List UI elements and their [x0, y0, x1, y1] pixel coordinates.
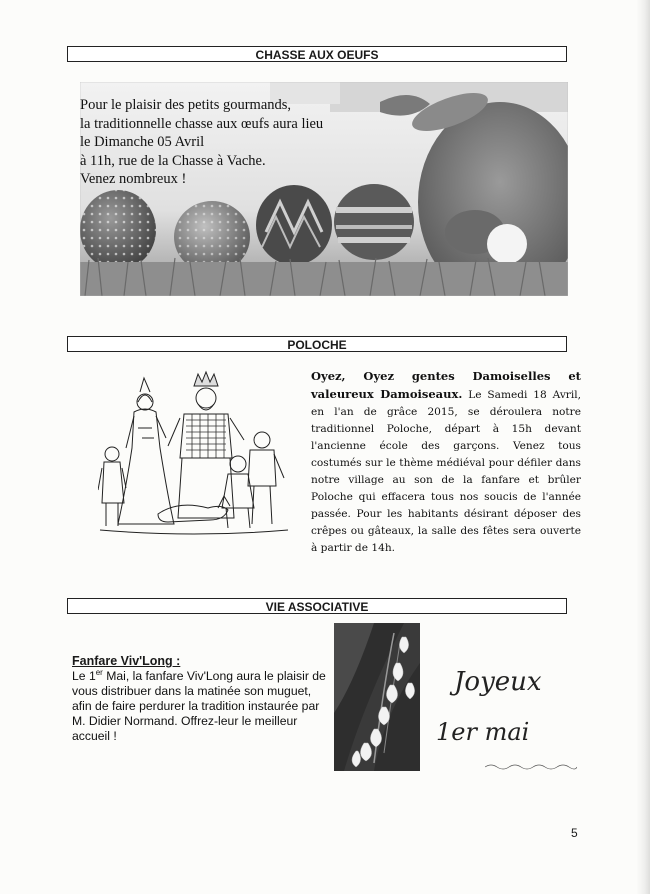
easter-line: à 11h, rue de la Chasse à Vache. — [80, 152, 266, 169]
section-header-poloche: POLOCHE — [67, 336, 567, 352]
fanfare-text-superscript: er — [95, 667, 103, 677]
fanfare-title: Fanfare Viv'Long : — [72, 654, 181, 668]
easter-line: Pour le plaisir des petits gourmands, — [80, 97, 292, 113]
easter-line: le Dimanche 05 Avril — [80, 134, 205, 150]
poloche-body: Le Samedi 18 Avril, en l'an de grâce 2015, se déroulera notre traditionnel Poloche, départ à 15h devant l'ancienne école des garçons. Venez tous costumés sur le thème médiéval pour défiler dans notre village au son de la fanfare et brûler Poloche qui effacera tous nos soucis de l'année passée. Pour les habitants désirant déposer des crêpes ou gâteaux, la salle des fêtes sera ouverte à partir de 14h. — [311, 389, 582, 554]
easter-line: la traditionnelle chasse aux œufs aura lieu — [80, 115, 324, 132]
medieval-family-drawing — [98, 368, 290, 536]
page-number: 5 — [571, 826, 578, 840]
script-1er-mai: 1er mai — [436, 718, 530, 746]
poloche-lead: Oyez, Oyez gentes Damoiselles et valeureux Damoiseaux. — [311, 369, 581, 401]
easter-line: Venez nombreux ! — [80, 171, 187, 187]
fanfare-text-start: Le 1 — [72, 669, 96, 683]
lily-of-the-valley-photo — [334, 623, 420, 771]
photo-credit-scribble — [485, 757, 577, 765]
easter-announcement — [80, 96, 370, 189]
section-header-chasse: CHASSE AUX OEUFS — [67, 46, 567, 62]
fanfare-text-rest: Mai, la fanfare Viv'Long aura le plaisir de vous distribuer dans la matinée son muguet, afin de faire perdurer la tradition instaurée par M. Didier Normand. Offrez-leur le meilleur accueil ! — [72, 669, 326, 743]
script-joyeux: Joyeux — [454, 667, 542, 697]
page-edge-shadow — [636, 0, 650, 894]
fanfare-text — [72, 669, 332, 744]
joyeux-1er-mai-script — [432, 656, 572, 756]
poloche-announcement — [311, 368, 581, 557]
section-header-vie-associative: VIE ASSOCIATIVE — [67, 598, 567, 614]
